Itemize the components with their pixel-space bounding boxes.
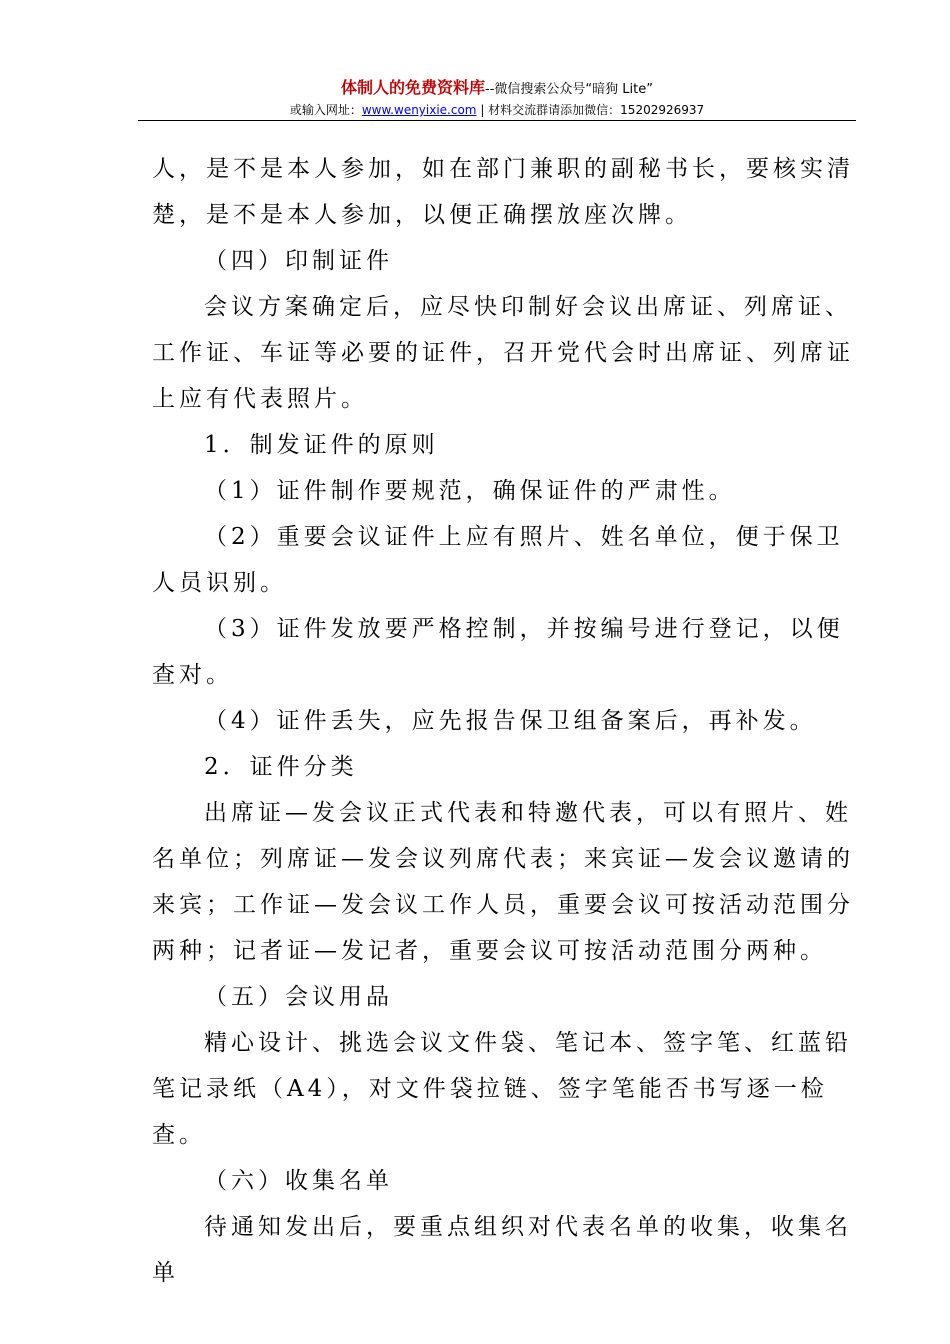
header-line-2 (138, 100, 856, 120)
list-item: （4）证件丢失，应先报告保卫组备案后，再补发。 (204, 708, 817, 734)
paragraph: 人，是不是本人参加，如在部门兼职的副秘书长，要核实清楚，是不是本人参加，以便正确摆放座次牌。 (152, 156, 854, 228)
subheading-principles: 1．制发证件的原则 (204, 432, 439, 458)
paragraph: 会议方案确定后，应尽快印制好会议出席证、列席证、工作证、车证等必要的证件，召开党代会时出席证、列席证上应有代表照片。 (152, 294, 854, 412)
paragraph: 精心设计、挑选会议文件袋、笔记本、签字笔、红蓝铅笔记录纸（A4），对文件袋拉链、签字笔能否书写逐一检查。 (152, 1030, 852, 1148)
header-contact-text: | 材料交流群请添加微信：15202926937 (476, 103, 705, 117)
header-website-link[interactable]: www.wenyixie.com (361, 103, 477, 117)
paragraph: 待通知发出后，要重点组织对代表名单的收集，收集名单 (152, 1214, 852, 1286)
header-subtitle: --微信搜索公众号“暗狗 Lite” (485, 82, 653, 97)
page-header (138, 78, 856, 120)
list-item: （2）重要会议证件上应有照片、姓名单位，便于保卫人员识别。 (152, 524, 844, 596)
section-heading-4: （四）印制证件 (204, 248, 393, 274)
header-title: 体制人的免费资料库 (341, 78, 486, 97)
header-line-1 (138, 78, 856, 100)
header-divider (138, 120, 856, 121)
subheading-classification: 2．证件分类 (204, 754, 358, 780)
header-url-prefix: 或输入网址： (289, 103, 362, 117)
body-content (152, 146, 864, 1296)
list-item: （3）证件发放要严格控制，并按编号进行登记，以便查对。 (152, 616, 844, 688)
paragraph: 出席证—发会议正式代表和特邀代表，可以有照片、姓名单位；列席证—发会议列席代表；来宾证—发会议邀请的来宾；工作证—发会议工作人员，重要会议可按活动范围分两种；记者证—发记者，重要会议可按活动范围分两种。 (152, 800, 854, 964)
list-item: （1）证件制作要规范，确保证件的严肃性。 (204, 478, 736, 504)
section-heading-5: （五）会议用品 (204, 984, 393, 1010)
section-heading-6: （六）收集名单 (204, 1168, 393, 1194)
